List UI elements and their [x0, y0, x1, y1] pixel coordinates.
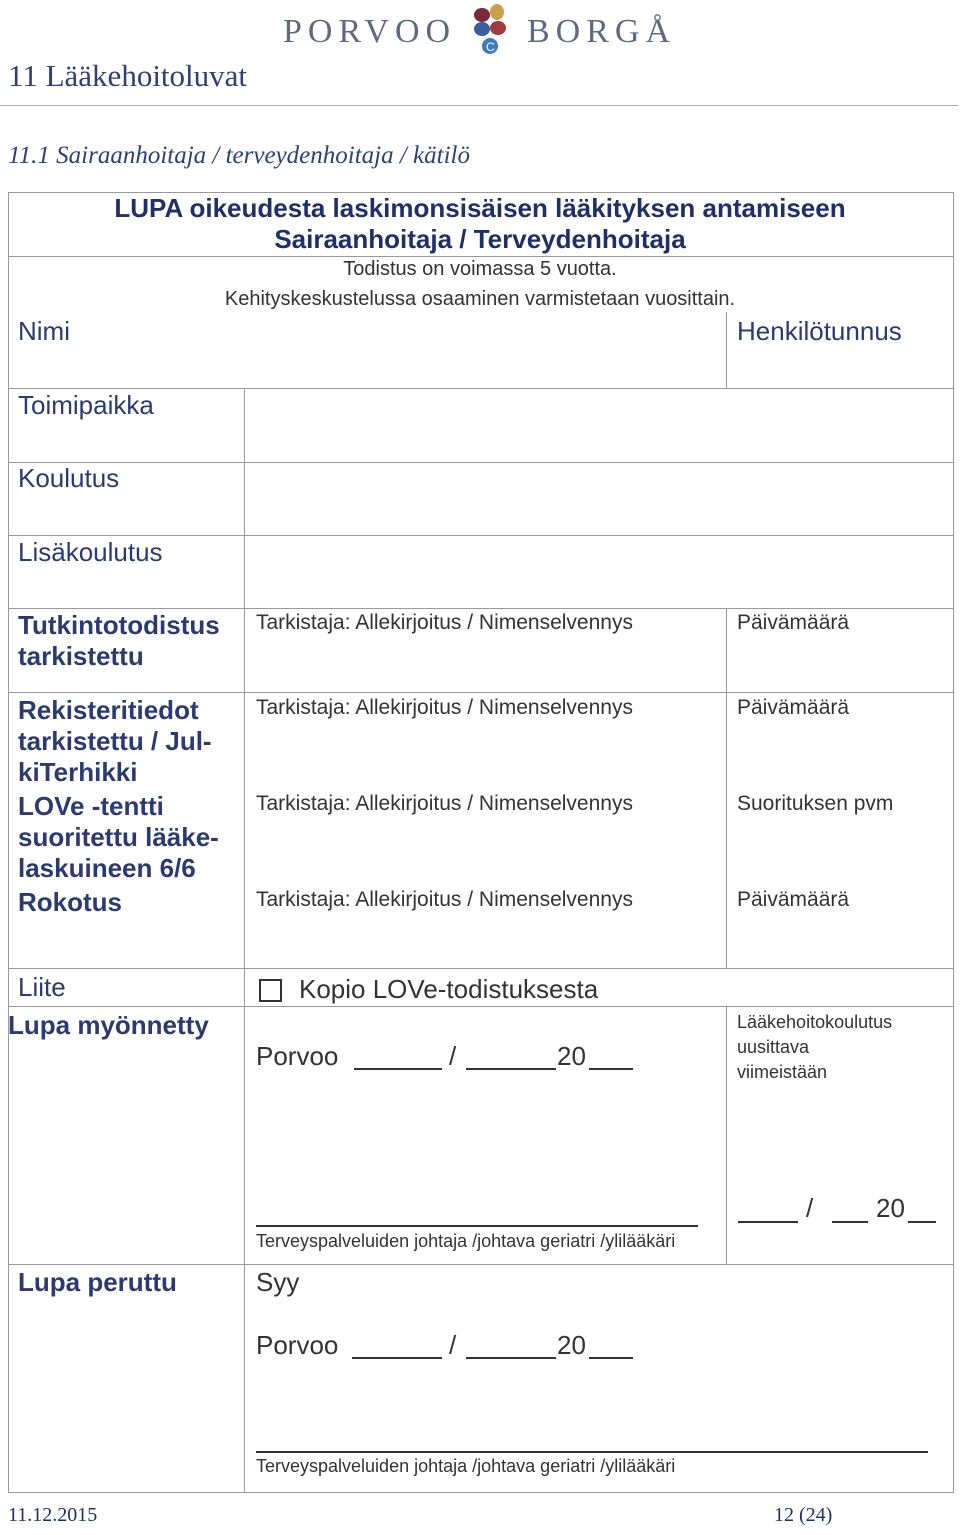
logo-emblem-icon [471, 3, 511, 57]
revoked-signer-caption: Terveyspalveluiden johtaja /johtava geriatri /ylilääkäri [256, 1456, 676, 1476]
ssn-label: Henkilötunnus [737, 316, 902, 346]
degree-check-label [18, 610, 220, 672]
granted-place: Porvoo [256, 1041, 339, 1071]
revoked-month-field[interactable] [466, 1357, 556, 1359]
granted-month-field[interactable] [466, 1068, 556, 1070]
name-label: Nimi [18, 316, 70, 346]
granted-signature-field[interactable] [256, 1225, 698, 1227]
love-exam-label-line: suoritettu lääke- [18, 822, 219, 852]
footer-page-number: 12 (24) [774, 1504, 833, 1526]
table-line-granted [8, 1264, 954, 1265]
degree-date-label: Päivämäärä [737, 611, 850, 634]
granted-label: Lupa myönnetty [8, 1010, 209, 1040]
renew-month-field[interactable] [738, 1221, 798, 1223]
workplace-label: Toimipaikka [18, 390, 154, 420]
renew-note-line: viimeistään [737, 1062, 828, 1082]
vaccination-label-line: Rokotus [18, 887, 122, 917]
register-check-label-line: Rekisteritiedot [18, 695, 199, 725]
table-line-vaccination [8, 968, 954, 969]
love-date-label: Suorituksen pvm [737, 792, 894, 815]
granted-date-slash: / [449, 1041, 457, 1071]
revoked-year-prefix: 20 [557, 1330, 586, 1360]
revoked-date-slash: / [449, 1330, 457, 1360]
granted-day-field[interactable] [354, 1068, 442, 1070]
renew-date-slash: / [806, 1193, 814, 1223]
granted-year-field[interactable] [589, 1068, 633, 1070]
revoked-signature-field[interactable] [256, 1451, 928, 1453]
revoked-place: Porvoo [256, 1330, 339, 1360]
education-label: Koulutus [18, 463, 120, 493]
register-check-label [18, 695, 212, 788]
additional-education-label: Lisäkoulutus [18, 537, 163, 567]
table-line-workplace [8, 462, 954, 463]
vaccination-date-label: Päivämäärä [737, 888, 850, 911]
review-note: Kehityskeskustelussa osaaminen varmistetaan vuosittain. [224, 288, 736, 310]
register-check-label-line: kiTerhikki [18, 757, 138, 787]
porvoo-borga-logo [283, 5, 683, 55]
love-checker-caption: Tarkistaja: Allekirjoitus / Nimenselvennys [256, 792, 633, 815]
register-check-label-line: tarkistettu / Jul- [18, 726, 212, 756]
renew-note-line: uusittava [737, 1037, 810, 1057]
love-exam-label [18, 791, 219, 884]
table-line-attachment [8, 1006, 954, 1007]
table-line-education [8, 535, 954, 536]
degree-check-label-line: Tutkintotodistus [18, 610, 220, 640]
degree-check-label-line: tarkistettu [18, 641, 144, 671]
revoked-year-field[interactable] [589, 1357, 633, 1359]
section-title: 11.1 Sairaanhoitaja / terveydenhoitaja / kätilö [8, 142, 470, 169]
table-col-divider-dates [726, 608, 727, 968]
table-col-divider-1 [244, 388, 245, 1492]
svg-text:C: C [486, 40, 495, 54]
renew-note [737, 1010, 892, 1085]
table-border-right [953, 192, 954, 1492]
revoked-label: Lupa peruttu [18, 1267, 177, 1297]
table-border-bottom [8, 1492, 954, 1493]
attachment-option-label: Kopio LOVe-todistuksesta [299, 974, 599, 1004]
table-line-row1 [8, 692, 954, 693]
renew-year-field[interactable] [908, 1221, 936, 1223]
validity-note: Todistus on voimassa 5 vuotta. [343, 258, 617, 280]
form-title-line1: LUPA oikeudesta laskimonsisäisen lääkityksen antamiseen [114, 193, 846, 223]
renew-note-line: Lääkehoitokoulutus [737, 1012, 893, 1032]
renew-year-prefix: 20 [876, 1193, 905, 1223]
table-line-name [8, 388, 954, 389]
table-line-title [8, 256, 954, 257]
attachment-label: Liite [18, 972, 66, 1002]
chapter-title: 11 Lääkehoitoluvat [8, 58, 248, 93]
granted-signer-caption: Terveyspalveluiden johtaja /johtava geriatri /ylilääkäri [256, 1231, 676, 1251]
love-certificate-checkbox[interactable] [259, 979, 282, 1002]
vaccination-label [18, 887, 122, 918]
table-col-divider-renew [726, 1006, 727, 1264]
table-border-left [8, 192, 9, 1492]
register-date-label: Päivämäärä [737, 696, 850, 719]
register-checker-caption: Tarkistaja: Allekirjoitus / Nimenselvennys [256, 696, 633, 719]
header-divider [0, 105, 958, 106]
footer-date: 11.12.2015 [8, 1504, 98, 1526]
revoked-day-field[interactable] [352, 1357, 442, 1359]
vaccination-checker-caption: Tarkistaja: Allekirjoitus / Nimenselvennys [256, 888, 633, 911]
love-exam-label-line: LOVe -tentti [18, 791, 164, 821]
logo-text-left: PORVOO [283, 13, 457, 50]
logo-text-right: BORGÅ [527, 13, 677, 50]
table-line-additional [8, 608, 954, 609]
reason-label: Syy [256, 1267, 300, 1297]
love-exam-label-line: laskuineen 6/6 [18, 853, 196, 883]
granted-year-prefix: 20 [557, 1041, 586, 1071]
table-col-divider-ssn [726, 312, 727, 388]
degree-checker-caption: Tarkistaja: Allekirjoitus / Nimenselvennys [256, 611, 633, 634]
renew-day-field[interactable] [832, 1221, 868, 1223]
form-title-line2: Sairaanhoitaja / Terveydenhoitaja [274, 224, 686, 254]
